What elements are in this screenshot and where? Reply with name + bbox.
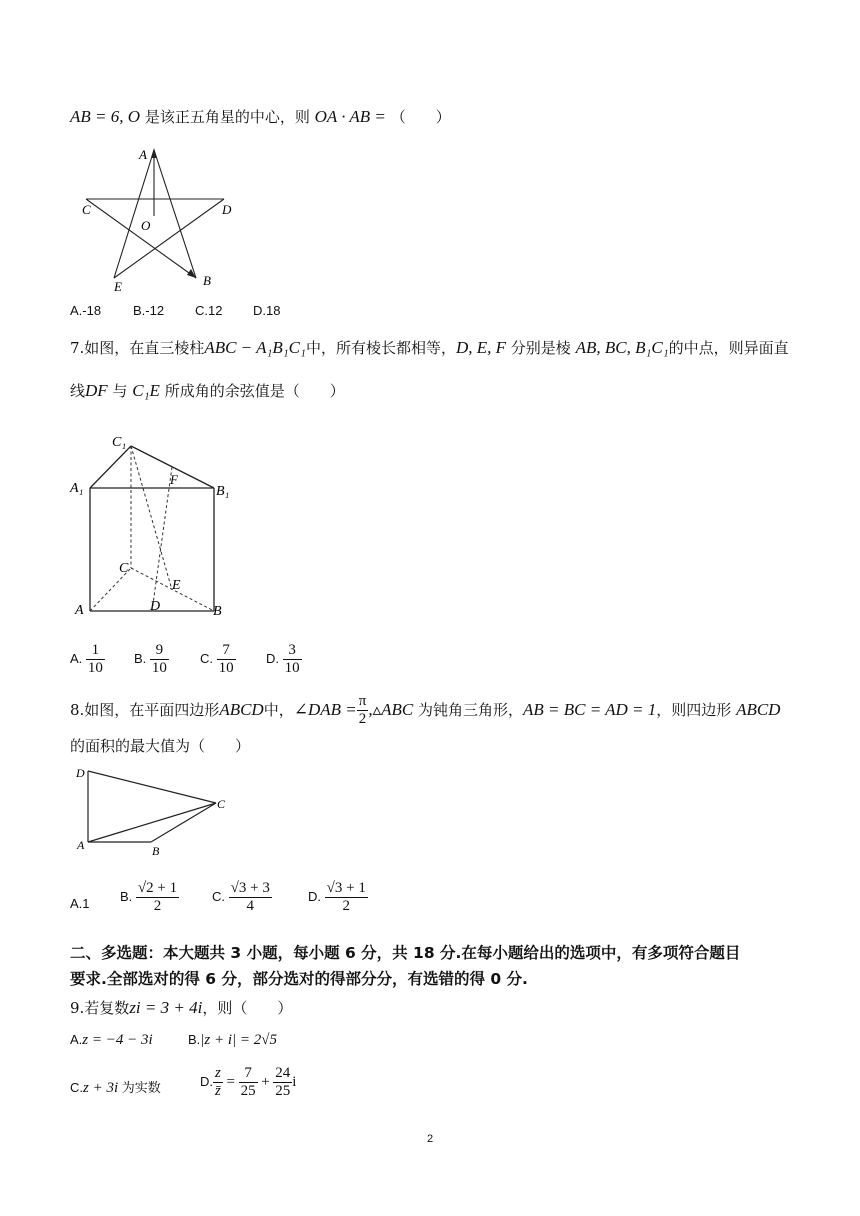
q6-option-b: B.-12 [133, 303, 165, 318]
q8-option-c-den: 4 [246, 898, 254, 915]
q9-stem-prefix: 9.若复数 [70, 999, 130, 1017]
star-label-o: O [141, 218, 151, 233]
prism-label-b1: B₁ [216, 484, 230, 499]
q9-option-d-lhs-num: z [213, 1065, 223, 1083]
q8-condition: AB = BC = AD = 1 [523, 699, 657, 719]
q9-stem-suffix: ，则（ ） [202, 999, 293, 1017]
q7-option-b-num: 9 [150, 642, 169, 660]
q9-option-b-letter: B. [188, 1032, 201, 1047]
q8-option-b-num: √2 + 1 [136, 880, 179, 898]
q6-option-d: D.18 [253, 303, 281, 318]
q9-option-d-frac1 [239, 1065, 258, 1101]
q9-option-d-plus: + [261, 1074, 270, 1091]
q8-option-d-den: 2 [342, 898, 350, 915]
q9-stem [70, 997, 292, 1018]
q9-option-d-num1: 7 [239, 1065, 258, 1083]
q9-option-d-equals: = [226, 1074, 235, 1091]
q7-option-c [200, 642, 236, 678]
q9-option-a-letter: A. [70, 1032, 83, 1047]
q8-option-c [212, 880, 272, 916]
quadrilateral-figure [68, 760, 248, 860]
q8-text-mid: 中， [263, 700, 294, 719]
quad-label-d: D [76, 766, 85, 780]
q6-option-a: A.-18 [70, 303, 102, 318]
q8-option-d-num: √3 + 1 [325, 880, 368, 898]
prism-label-a1: A₁ [70, 481, 84, 496]
q9-option-d-lhs-den: z̄ [215, 1083, 221, 1100]
q8-angle: ∠DAB = [293, 699, 357, 719]
q8-stem-line2: 的面积的最大值为（ ） [70, 737, 251, 755]
q8-angle-frac [357, 693, 369, 729]
q7-stem-line1 [70, 337, 789, 358]
star-label-e: E [114, 279, 122, 294]
q7-option-d-letter: D. [266, 651, 279, 667]
q9-option-c-text: 为实数 [121, 1081, 161, 1096]
q7-line2-suffix: 所成角的余弦值是（ ） [164, 382, 345, 400]
q7-option-b [134, 642, 169, 678]
q7-option-c-letter: C. [200, 651, 213, 667]
q7-prism: ABC − A₁B₁C₁ [204, 338, 306, 357]
q8-option-c-frac [229, 880, 272, 916]
q7-text-mid: 中，所有棱长都相等， [305, 339, 456, 357]
star-label-b: B [203, 273, 211, 288]
q6-stem-expr: OA · AB = [314, 107, 386, 126]
q9-option-d-letter: D. [200, 1074, 213, 1090]
q7-option-a-letter: A. [70, 651, 83, 667]
q9-option-d-den1: 25 [240, 1083, 256, 1100]
q8-option-c-letter: C. [212, 889, 225, 905]
prism-label-c1: C₁ [112, 435, 127, 450]
q8-text-prefix: 8.如图，在平面四边形 [70, 700, 220, 719]
q7-option-a-frac [86, 642, 105, 678]
prism-label-e: E [172, 578, 181, 593]
q8-stem-line1 [70, 693, 780, 729]
q8-option-a: A.1 [70, 896, 90, 911]
q7-option-b-letter: B. [134, 651, 147, 667]
q7-line2-prefix: 线 [70, 382, 86, 400]
q6-option-c: C.12 [195, 303, 223, 318]
q8-option-d-frac [325, 880, 368, 916]
q8-angle-den: 2 [358, 711, 367, 728]
q7-option-b-frac [150, 642, 169, 678]
q9-option-d-den2: 25 [275, 1083, 291, 1100]
q7-option-c-den: 10 [218, 660, 234, 677]
q8-option-d-letter: D. [308, 889, 321, 905]
q7-option-d-num: 3 [283, 642, 302, 660]
q8-angle-num: π [357, 693, 369, 711]
q7-stem-line2 [70, 380, 345, 401]
prism-figure [66, 425, 246, 625]
q7-option-d [266, 642, 302, 678]
q7-text-prefix: 7.如图，在直三棱柱 [70, 339, 205, 357]
prism-label-b: B [213, 604, 222, 619]
q9-option-a [70, 1032, 153, 1049]
quad-label-b: B [152, 844, 160, 858]
q8-quad2: ABCD [736, 699, 781, 719]
q7-edges: AB, BC, B₁C₁ [575, 338, 669, 357]
prism-label-f: F [170, 472, 178, 487]
q7-option-d-den: 10 [284, 660, 300, 677]
q6-stem-text: 是该正五角星的中心，则 [144, 108, 310, 126]
q8-option-d [308, 880, 368, 916]
q7-seg-df: DF [85, 381, 108, 400]
q7-text-mid2: 分别是棱 [510, 339, 571, 357]
q7-option-a [70, 642, 105, 678]
q6-blank: （ ） [390, 108, 451, 126]
prism-label-c: C [119, 561, 129, 576]
q7-text-suffix: 的中点，则异面直 [668, 339, 789, 357]
quad-label-c: C [217, 797, 226, 811]
prism-label-d: D [150, 599, 161, 614]
q8-option-c-num: √3 + 3 [229, 880, 272, 898]
star-label-d: D [222, 202, 232, 217]
q8-text-mid3: ，则四边形 [656, 700, 732, 719]
q9-stem-math: zi = 3 + 4i [129, 998, 203, 1017]
q9-option-d-i: i [292, 1074, 297, 1091]
q8-option-b-den: 2 [153, 898, 162, 915]
q9-option-d-lhs [213, 1065, 223, 1101]
star-label-a: A [139, 147, 147, 162]
q9-option-d [200, 1065, 296, 1101]
quad-label-a: A [77, 838, 85, 852]
q6-stem [70, 106, 451, 127]
q7-option-a-den: 10 [87, 660, 103, 677]
q9-option-c-letter: C. [70, 1080, 83, 1095]
q8-option-b [120, 880, 179, 916]
q8-quad: ABCD [219, 699, 264, 719]
q9-option-c-math: z + 3i [83, 1080, 119, 1096]
q7-seg-c1e: C₁E [132, 381, 160, 400]
q7-option-b-den: 10 [151, 660, 167, 677]
q7-option-c-num: 7 [217, 642, 236, 660]
q7-line2-mid: 与 [112, 382, 128, 400]
q8-option-b-letter: B. [120, 889, 133, 905]
q9-option-d-num2: 24 [273, 1065, 292, 1083]
section2-heading-line1: 二、多选题：本大题共 3 小题，每小题 6 分，共 18 分.在每小题给出的选项中，有多项符合题目 [70, 944, 741, 962]
q9-option-b-math: |z + i| = 2√5 [200, 1032, 278, 1048]
q9-option-a-math: z = −4 − 3i [82, 1032, 153, 1048]
q8-text-mid2: 为钝角三角形， [417, 700, 523, 719]
q6-stem-math: AB = 6, O [70, 107, 141, 126]
star-figure [70, 138, 250, 298]
star-label-c: C [82, 202, 91, 217]
q8-triangle: ,▵ABC [368, 699, 414, 719]
q7-option-c-frac [217, 642, 236, 678]
q8-option-b-frac [136, 880, 179, 916]
q7-points: D, E, F [455, 338, 506, 357]
q9-option-d-frac2 [273, 1065, 292, 1101]
q9-option-b [188, 1032, 277, 1049]
page-number: 2 [426, 1133, 434, 1145]
prism-label-a: A [75, 603, 84, 618]
q7-option-a-num: 1 [86, 642, 105, 660]
section2-heading-line2: 要求.全部选对的得 6 分，部分选对的得部分分，有选错的得 0 分. [70, 970, 528, 988]
q7-option-d-frac [283, 642, 302, 678]
q9-option-c [70, 1077, 161, 1097]
